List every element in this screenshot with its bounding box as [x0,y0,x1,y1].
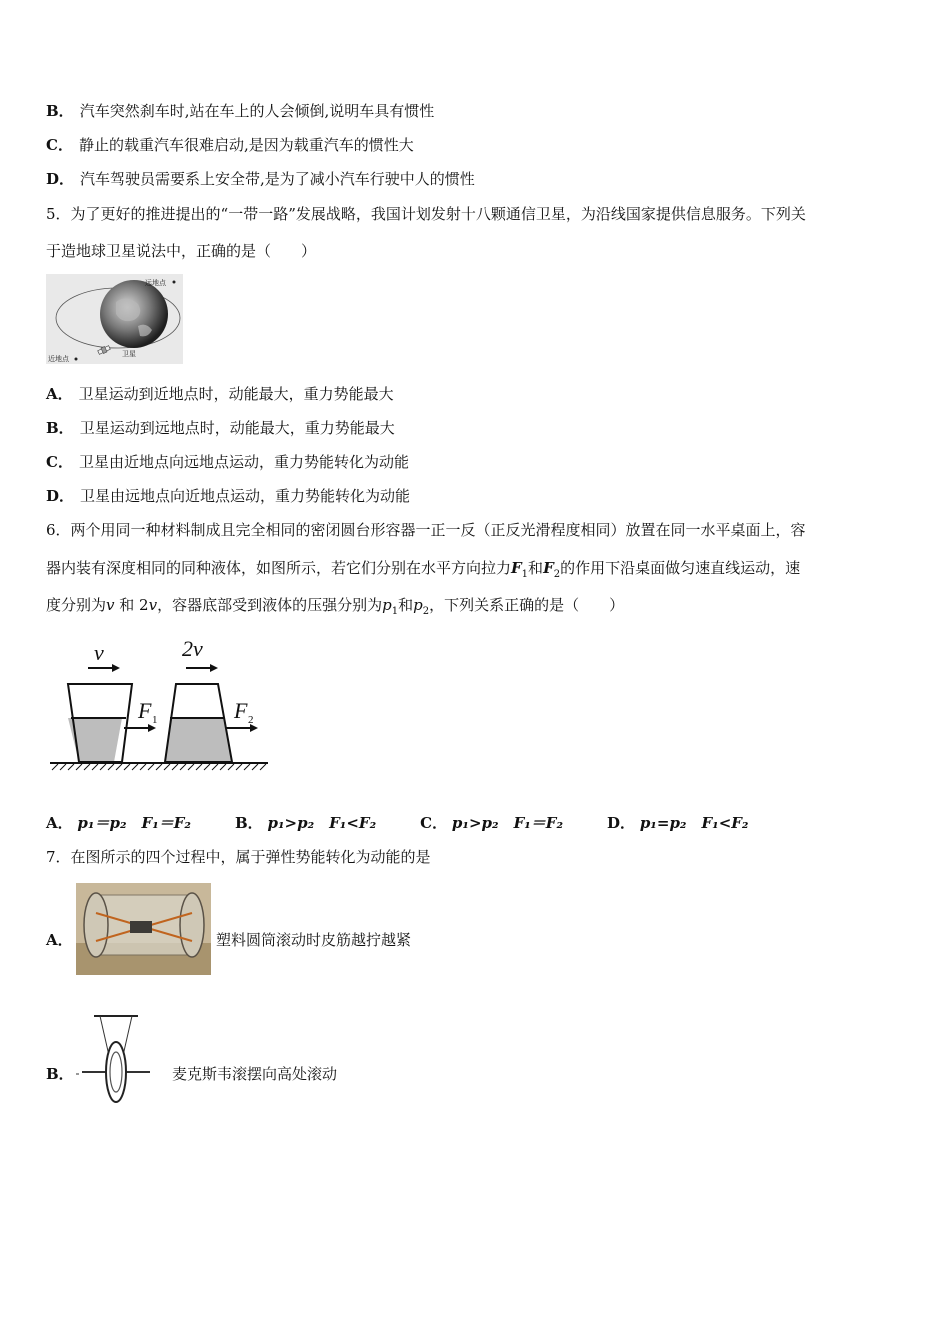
velocity-symbol: v [106,596,115,614]
q5-option-b [46,418,395,438]
q7-option-a-text: 塑料圆筒滚动时皮筋越拧越紧 [216,931,412,949]
apogee-dot [173,281,176,284]
subscript: 1 [521,569,529,580]
apogee-label: 远地点 [145,279,166,287]
velocity-label-1: v [94,640,104,665]
option-text: 卫星运动到远地点时，动能最大，重力势能最大 [79,419,395,437]
option-label: B． [46,102,74,120]
pressure-symbol: p [382,596,392,614]
stem-text: 度分别为 [46,596,107,614]
option-text: 卫星由近地点向远地点运动，重力势能转化为动能 [78,453,409,471]
q5-stem-line1: 5．为了更好的推进提出的“一带一路”发展战略，我国计划发射十八颗通信卫星，为沿线国家提供信息服务。下列关 [46,205,806,223]
wheel-rim [106,1042,126,1102]
rolling-can-photo [76,883,211,975]
satellite-label: 卫星 [122,350,136,358]
stem-text: 的作用下沿桌面做匀速直线运动，速 [560,559,801,577]
option-label: D． [46,487,75,505]
q4-option-c [46,135,414,155]
option-label: A． [46,385,73,403]
q6-stem-line1: 6．两个用同一种材料制成且完全相同的密闭圆台形容器一正一反（正反光滑程度相同）放置在同一水平桌面上，容 [46,521,806,539]
answer-item: B． p₁>p₂ F₁<F₂ [234,814,377,832]
q7-stem: 7．在图所示的四个过程中，属于弹性势能转化为动能的是 [46,848,431,866]
stem-text: 和 2 [119,596,149,614]
satellite-orbit-figure [46,274,183,364]
q5-option-d [46,486,410,506]
stem-text: ，下列关系正确的是（ ） [429,596,625,614]
option-label: D． [46,170,75,188]
q6-stem-line3 [46,595,624,622]
option-label: C． [46,136,73,154]
liquid-2 [165,718,232,762]
velocity-symbol: v [148,596,158,614]
maxwell-wheel-figure [76,1010,156,1108]
perigee-label: 近地点 [48,355,69,363]
force-symbol: F [511,559,522,577]
force-label-1: F [138,698,152,723]
force-label-2: F [234,698,248,723]
force-subscript-2: 2 [248,714,254,726]
cylinder-end-right [180,893,204,957]
q7-option-a-label: A． [46,931,73,949]
q5-stem-line2: 于造地球卫星说法中，正确的是（ ） [46,242,317,260]
q6-stem-line2 [46,558,800,585]
option-text: 卫星运动到近地点时，动能最大，重力势能最大 [78,385,394,403]
answer-item: D． p₁=p₂ F₁<F₂ [607,814,749,832]
option-label: B． [46,419,74,437]
q7-option-b-label: B． [46,1065,74,1083]
q5-option-a [46,384,394,404]
stem-text: 和 [528,559,544,577]
pressure-symbol: p [413,596,423,614]
option-text: 汽车突然刹车时,站在车上的人会倾倒,说明车具有惯性 [79,102,435,120]
table-hatching [52,764,266,770]
q4-option-d [46,169,475,189]
subscript: 2 [553,569,561,580]
q5-option-c [46,452,409,472]
option-text: 静止的载重汽车很难启动,是因为载重汽车的惯性大 [78,136,414,154]
stem-text: 器内装有深度相同的同种液体，如图所示，若它们分别在水平方向拉力 [46,559,512,577]
stem-text: 和 [398,596,414,614]
answer-item: C． p₁>p₂ F₁＝F₂ [420,814,564,832]
option-label: C． [46,453,73,471]
force-symbol: F [543,559,554,577]
arrowhead [210,664,218,672]
subscript: 1 [391,606,399,617]
q6-answer-row [46,813,793,833]
q7-option-b-text: 麦克斯韦滚摆向高处滚动 [172,1065,338,1083]
containers-figure [46,628,272,774]
option-text: 卫星由远地点向近地点运动，重力势能转化为动能 [80,487,411,505]
weight-block [130,921,152,933]
arrowhead [112,664,120,672]
perigee-dot [75,358,78,361]
option-text: 汽车驾驶员需要系上安全带,是为了减小汽车行驶中人的惯性 [80,170,475,188]
answer-item: A． p₁＝p₂ F₁＝F₂ [46,814,191,832]
subscript: 2 [422,606,430,617]
force-subscript-1: 1 [152,714,158,726]
velocity-label-2: 2v [182,636,203,661]
stem-text: ，容器底部受到液体的压强分别为 [157,596,383,614]
q4-option-b [46,101,434,121]
cylinder-end-left [84,893,108,957]
